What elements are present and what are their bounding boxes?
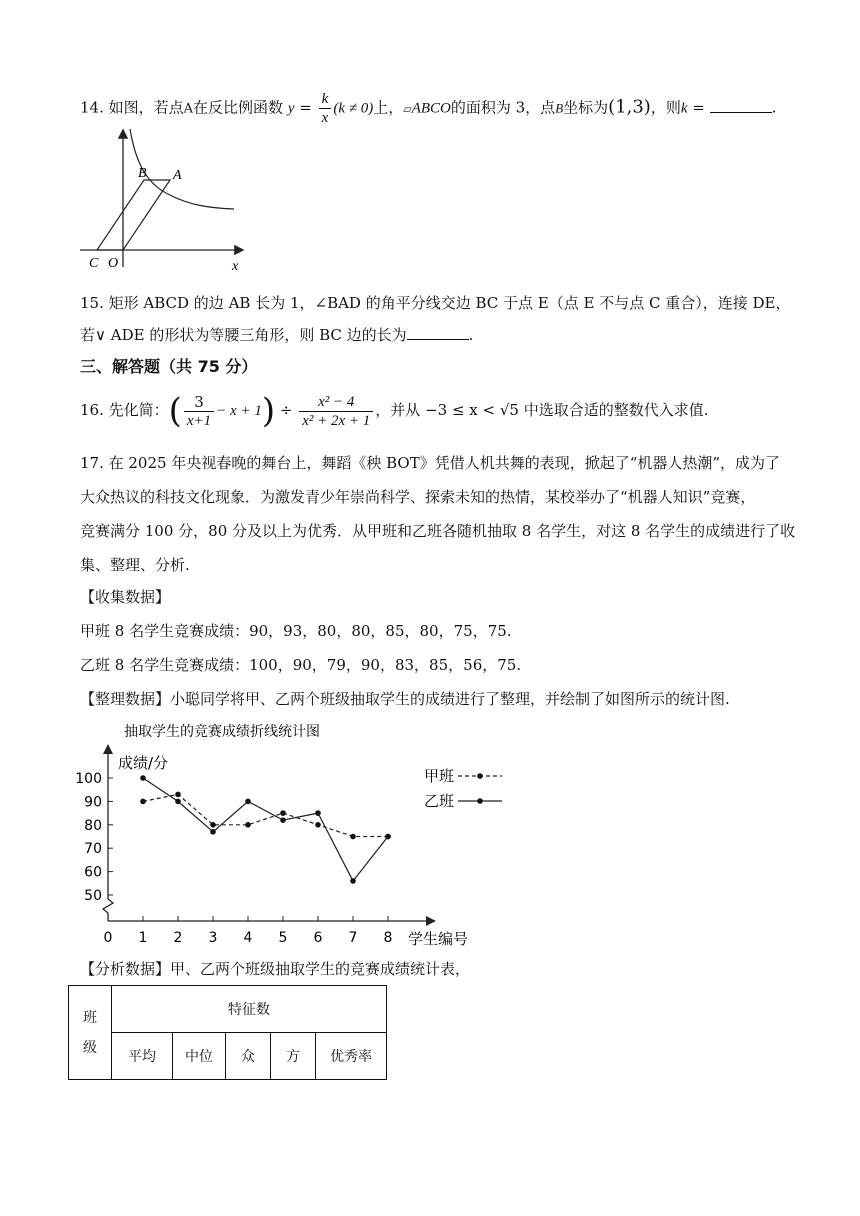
chart-point-series2 [140, 775, 146, 781]
chart-point-series1 [245, 822, 251, 828]
q14-condition: (k ≠ 0) [333, 100, 374, 117]
q14-answer-blank[interactable] [710, 98, 772, 113]
chart-x-axis-arrow [426, 916, 436, 926]
q16-f2-num: x² − 4 [299, 393, 373, 412]
chart-y-tick-label: 70 [84, 841, 102, 858]
chart-point-series2 [245, 799, 251, 805]
fig14-a-label: A [173, 168, 182, 183]
q16-fraction-2 [299, 393, 373, 430]
organize-data-text: 【整理数据】小聪同学将甲、乙两个班级抽取学生的成绩进行了整理，并绘制了如图所示的统计图. [80, 690, 730, 708]
q14-text-mid2: 上， [373, 98, 404, 117]
chart-x-tick-label: 2 [173, 930, 183, 946]
class-a-scores: 甲班 8 名学生竞赛成绩：90，93，80，80，85，80，75，75. [80, 622, 512, 640]
q14-var-y: y [287, 100, 295, 117]
q14-text-mid5: ，则 [650, 98, 681, 117]
chart-legend-label: 乙班 [424, 792, 455, 810]
q14-eq: = [299, 98, 312, 117]
q14-frac-num: k [319, 90, 332, 109]
q15-answer-blank[interactable] [407, 325, 469, 340]
q15-line2-text: 若∨ ADE 的形状为等腰三角形，则 BC 边的长为 [80, 326, 407, 344]
q14-point-b: B [555, 100, 564, 116]
q16-post: ，并从 −3 ≤ x < √5 中选取合适的整数代入求值. [375, 401, 709, 419]
chart-y-tick-label: 100 [75, 771, 102, 787]
parallelogram-abco [97, 180, 170, 250]
fig14-c-label: C [89, 256, 99, 271]
q14-text-mid3: 的面积为 3，点 [450, 98, 556, 117]
chart-point-series1 [315, 822, 321, 828]
q16-f2-den: x² + 2x + 1 [302, 412, 371, 429]
q15-line1: 15. 矩形 ABCD 的边 AB 长为 1，∠BAD 的角平分线交边 BC 于点 E（点 E 不与点 C 重合），连接 DE， [80, 294, 791, 312]
fig14-b-label: B [138, 166, 147, 181]
chart-point-series1 [350, 834, 356, 840]
q16-paren-open: ( [168, 391, 182, 431]
chart-x-tick-label: 0 [103, 930, 113, 946]
chart-x-tick-label: 8 [383, 930, 393, 946]
collect-data-title: 【收集数据】 [80, 588, 171, 606]
chart-x-tick-label: 1 [138, 930, 148, 946]
chart-legend-marker [477, 798, 483, 804]
q17-para-1: 17. 在 2025 年央视春晚的舞台上，舞蹈《秧 BOT》凭借人机共舞的表现，掀起了“机器人热潮”，成为了 [80, 454, 781, 472]
chart-point-series2 [350, 878, 356, 884]
q14-fraction [319, 90, 332, 127]
chart-x-tick-label: 5 [278, 930, 288, 946]
chart-y-tick-label: 60 [84, 864, 102, 881]
q16-text [80, 388, 709, 432]
section-heading: 三、解答题（共 75 分） [80, 357, 258, 376]
chart-point-series2 [315, 810, 321, 816]
q16-f1-den: x+1 [186, 412, 212, 429]
chart-point-series2 [385, 834, 391, 840]
fig14-o-label: O [108, 256, 119, 271]
chart-legend-marker [477, 773, 483, 779]
q14-k: k [680, 100, 688, 117]
q16-f1-num: 3 [184, 393, 214, 412]
group-header-cell: 特征数 [112, 986, 387, 1033]
col-header-mode: 众 [226, 1033, 271, 1080]
chart-x-tick-label: 3 [208, 930, 218, 946]
parallelogram-icon: ▱ [403, 102, 412, 116]
q14-text-pre: 如图，若点 [108, 98, 184, 117]
chart-y-tick-label: 90 [84, 794, 102, 811]
stats-table [68, 985, 387, 1080]
q16-pre: 16. 先化简： [80, 401, 169, 419]
col-header-excellent-rate: 优秀率 [316, 1033, 387, 1080]
col-header-median: 中位 [173, 1033, 226, 1080]
q15-line2-end: . [468, 326, 474, 344]
q16-mid: − x + 1 [216, 403, 262, 419]
line-chart [74, 716, 514, 956]
class-header-cell [69, 986, 112, 1080]
q17-para-4: 集、整理、分析. [80, 556, 190, 574]
chart-point-series2 [175, 799, 181, 805]
q16-paren-close: ) [261, 391, 276, 431]
q14-coord: (1,3) [608, 96, 651, 118]
chart-legend-label: 甲班 [424, 767, 455, 785]
fig14-x-label: x [232, 259, 239, 274]
q15-line2 [80, 324, 473, 345]
chart-x-label: 学生编号 [408, 930, 469, 948]
q14-text-mid1: 在反比例函数 [193, 98, 284, 117]
chart-title: 抽取学生的竞赛成绩折线统计图 [124, 724, 320, 740]
chart-x-tick-label: 7 [348, 930, 358, 946]
q14-eq2: = [692, 98, 705, 117]
chart-point-series1 [280, 810, 286, 816]
q16-div: ÷ [279, 401, 293, 419]
col-header-mean: 平均 [112, 1033, 173, 1080]
q14-frac-den: x [321, 110, 329, 126]
chart-y-axis-arrow [103, 744, 113, 754]
q14-number: 14. [80, 98, 104, 117]
q14-text [80, 90, 777, 126]
q14-abco: ABCO [411, 100, 451, 117]
class-header-top: 班 [83, 1009, 97, 1026]
chart-point-series2 [210, 829, 216, 835]
q17-para-2: 大众热议的科技文化现象．为激发青少年崇尚科学、探索未知的热情，某校举办了“机器人知识”竞赛， [80, 488, 756, 506]
chart-point-series1 [175, 792, 181, 798]
chart-point-series1 [210, 822, 216, 828]
q14-figure [74, 125, 254, 275]
chart-y-tick-label: 80 [84, 817, 102, 834]
chart-axis-break [103, 899, 113, 913]
class-b-scores: 乙班 8 名学生竞赛成绩：100，90，79，90，83，85，56，75. [80, 656, 522, 674]
chart-y-label: 成绩/分 [118, 754, 169, 772]
chart-point-series2 [280, 817, 286, 823]
chart-y-tick-label: 50 [84, 888, 102, 904]
analyze-data-text: 【分析数据】甲、乙两个班级抽取学生的竞赛成绩统计表， [80, 960, 471, 978]
col-header-variance: 方 [271, 1033, 316, 1080]
q17-para-3: 竞赛满分 100 分，80 分及以上为优秀．从甲班和乙班各随机抽取 8 名学生，对这 8 名学生的成绩进行了收 [80, 522, 796, 540]
q14-text-mid4: 坐标为 [563, 98, 609, 117]
chart-x-tick-label: 4 [243, 930, 253, 946]
q14-end: . [771, 98, 777, 117]
class-header-bottom: 级 [83, 1039, 97, 1056]
chart-point-series1 [140, 799, 146, 805]
chart-x-tick-label: 6 [313, 930, 323, 946]
q16-fraction-1 [184, 393, 214, 430]
q14-point-a: A [183, 101, 194, 117]
